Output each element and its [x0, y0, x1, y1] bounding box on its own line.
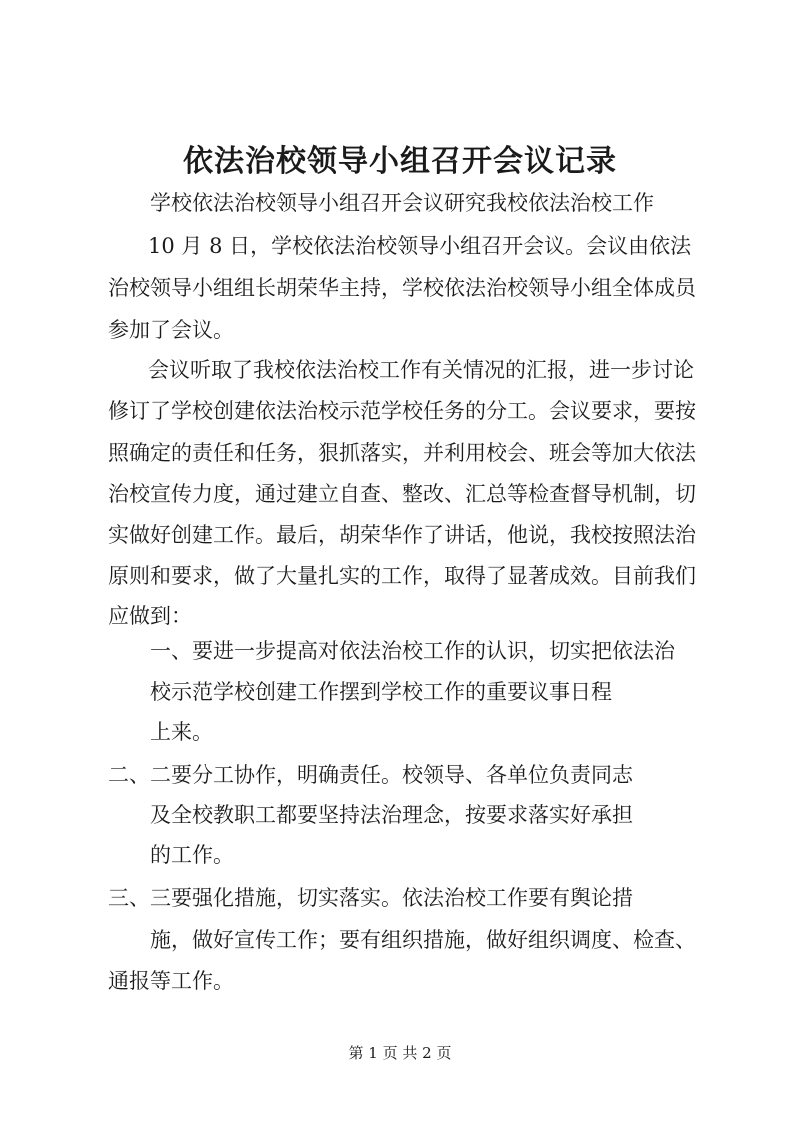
page-footer: 第 1 页 共 2 页 — [348, 1044, 452, 1062]
list-item-line: 三、三要强化措施，切实落实。依法治校工作要有舆论措 — [108, 886, 633, 910]
list-item-line: 通报等工作。 — [108, 969, 234, 993]
document-title: 依法治校领导小组召开会议记录 — [183, 144, 617, 179]
body-line: 参加了会议。 — [108, 318, 234, 342]
body-line: 修订了学校创建依法治校示范学校任务的分工。会议要求，要按 — [108, 399, 696, 423]
body-line: 治校领导小组组长胡荣华主持，学校依法治校领导小组全体成员 — [108, 276, 696, 300]
body-line: 原则和要求，做了大量扎实的工作，取得了显著成效。目前我们 — [108, 564, 696, 588]
list-item-line: 校示范学校创建工作摆到学校工作的重要议事日程 — [150, 680, 612, 704]
body-line: 会议听取了我校依法治校工作有关情况的汇报，进一步讨论 — [148, 358, 694, 382]
body-line: 应做到： — [108, 604, 192, 628]
body-line: 10 月 8 日，学校依法治校领导小组召开会议。会议由依法 — [148, 234, 692, 258]
list-item-line: 二、二要分工协作，明确责任。校领导、各单位负责同志 — [108, 763, 633, 787]
list-item-line: 一、要进一步提高对依法治校工作的认识，切实把依法治 — [150, 639, 675, 663]
body-line: 照确定的责任和任务，狠抓落实，并利用校会、班会等加大依法 — [108, 441, 696, 465]
body-line: 实做好创建工作。最后，胡荣华作了讲话，他说，我校按照法治 — [108, 523, 696, 547]
list-item-line: 施，做好宣传工作；要有组织措施，做好组织调度、检查、 — [150, 928, 696, 952]
list-item-line: 的工作。 — [150, 843, 234, 867]
subtitle-line: 学校依法治校领导小组召开会议研究我校依法治校工作 — [150, 191, 654, 215]
body-line: 治校宣传力度，通过建立自查、整改、汇总等检查督导机制，切 — [108, 482, 696, 506]
list-item-line: 及全校教职工都要坚持法治理念，按要求落实好承担 — [150, 803, 633, 827]
list-item-line: 上来。 — [150, 720, 213, 744]
